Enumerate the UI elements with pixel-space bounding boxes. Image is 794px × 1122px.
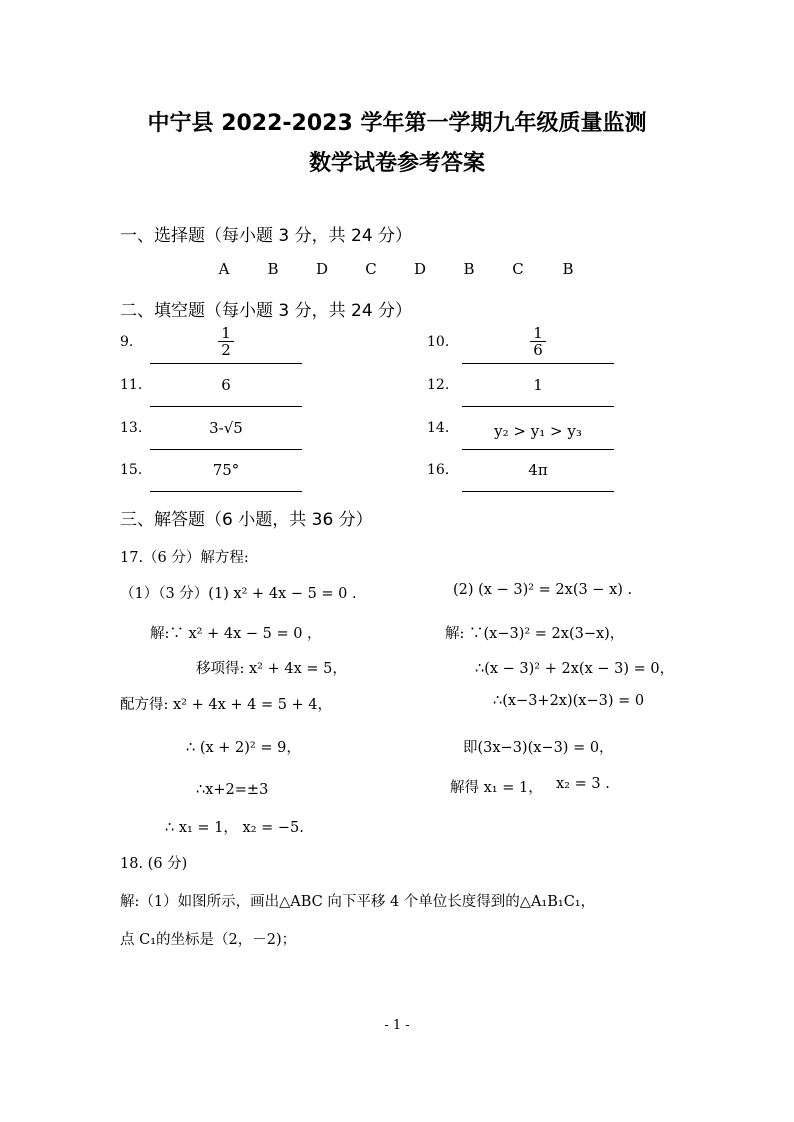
fraction-denominator: 6 — [530, 341, 546, 358]
fraction — [218, 325, 234, 358]
section2-heading: 二、填空题（每小题 3 分，共 24 分） — [120, 301, 413, 321]
fraction-numerator: 1 — [221, 324, 231, 342]
answer-line — [150, 362, 302, 364]
mc-answer-5: D — [413, 260, 427, 278]
fill-num-15: 15. — [120, 462, 143, 478]
q18-heading: 18. (6 分) — [120, 856, 188, 872]
q17-part2-step4: 即(3x−3)(x−3) = 0， — [463, 740, 614, 756]
fill-num-12: 12. — [427, 377, 450, 393]
mc-answer-8: B — [562, 260, 574, 278]
fraction — [530, 325, 546, 358]
fill-answer-16: 4π — [528, 461, 548, 479]
section3-heading: 三、解答题（6 小题，共 36 分） — [120, 510, 373, 530]
page-title: 中宁县 2022-2023 学年第一学期九年级质量监测 — [147, 111, 647, 136]
fill-num-11: 11. — [120, 377, 143, 393]
q18-line1: 解:（1）如图所示，画出△ABC 向下平移 4 个单位长度得到的△A₁B₁C₁， — [120, 894, 596, 910]
q17-part1-step3: 配方得: x² + 4x + 4 = 5 + 4， — [120, 697, 333, 713]
mc-answer-7: C — [512, 260, 524, 278]
fill-answer-9 — [150, 324, 302, 358]
q17-heading: 17.（6 分）解方程: — [120, 550, 249, 566]
q17-part1-step1: 解:∵ x² + 4x − 5 = 0 ， — [150, 626, 322, 642]
mc-answer-4: C — [365, 260, 377, 278]
q17-part1-title: （1）（3 分）(1) x² + 4x − 5 = 0 . — [120, 586, 357, 602]
fraction-numerator: 1 — [533, 324, 543, 342]
fill-num-9: 9. — [120, 334, 134, 350]
fraction-denominator: 2 — [218, 341, 234, 358]
answer-line — [462, 405, 614, 407]
q17-part2-step2: ∴(x − 3)² + 2x(x − 3) = 0， — [475, 661, 675, 677]
mc-answer-6: B — [463, 260, 475, 278]
answer-line — [462, 490, 614, 492]
fill-num-10: 10. — [427, 334, 450, 350]
fill-answer-10 — [462, 324, 614, 358]
fill-num-16: 16. — [427, 462, 450, 478]
fill-answer-14: y₂ > y₁ > y₃ — [494, 422, 582, 440]
section1-heading: 一、选择题（每小题 3 分，共 24 分） — [120, 226, 413, 246]
q17-part2-step5b: x₂ = 3 . — [556, 776, 610, 792]
q17-part1-step2: 移项得: x² + 4x = 5， — [196, 661, 347, 677]
fill-answer-15: 75° — [212, 461, 240, 479]
q17-part1-step6: ∴ x₁ = 1， x₂ = −5. — [165, 820, 304, 836]
answer-line — [150, 448, 302, 450]
q17-part2-title: (2) (x − 3)² = 2x(3 − x) . — [453, 582, 633, 598]
q17-part2-step5a: 解得 x₁ = 1， — [450, 780, 543, 796]
q17-part2-step3: ∴(x−3+2x)(x−3) = 0 — [493, 693, 645, 709]
q17-part1-step4: ∴ (x + 2)² = 9， — [186, 740, 301, 756]
q18-line2: 点 C₁的坐标是（2，－2)； — [120, 932, 297, 948]
page-number: - 1 - — [384, 1018, 410, 1033]
mc-answer-3: D — [315, 260, 329, 278]
fill-answer-11: 6 — [221, 376, 231, 394]
mc-answer-2: B — [267, 260, 279, 278]
answer-line — [150, 490, 302, 492]
fill-num-14: 14. — [427, 420, 450, 436]
q17-part1-step5: ∴x+2=±3 — [196, 782, 269, 798]
answer-line — [462, 362, 614, 364]
fill-answer-13: 3-√5 — [209, 419, 243, 437]
answer-line — [150, 405, 302, 407]
fill-num-13: 13. — [120, 420, 143, 436]
fill-answer-12: 1 — [533, 376, 543, 394]
q17-part2-step1: 解: ∵(x−3)² = 2x(3−x)， — [445, 626, 625, 642]
page-subtitle: 数学试卷参考答案 — [308, 151, 485, 176]
answer-line — [462, 448, 614, 450]
mc-answer-1: A — [218, 260, 230, 278]
